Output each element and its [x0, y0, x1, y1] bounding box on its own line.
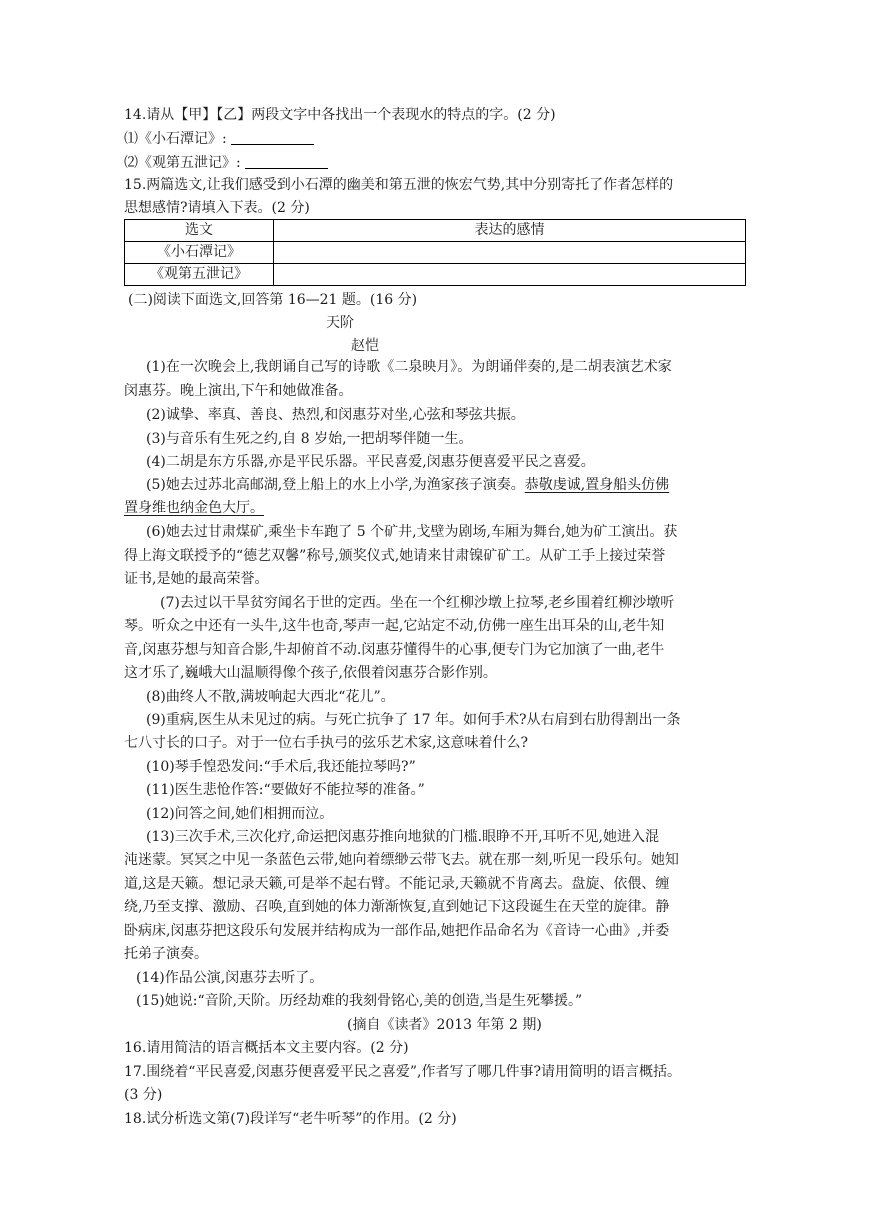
paragraph-15: (15)她说:“音阶,天阶。历经劫难的我刻骨铭心,美的创造,当是生死攀援。” [136, 993, 583, 1009]
paragraph-6-line-2: 得上海文联授予的“德艺双馨”称号,颁奖仪式,她请来甘肃镍矿矿工。从矿工手上接过荣誉 [124, 548, 666, 564]
paragraph-12: (12)问答之间,她们相拥而泣。 [146, 806, 334, 822]
table-cell: 《小石潭记》 [125, 242, 274, 264]
paragraph-10: (10)琴手惶恐发问:“手术后,我还能拉琴吗?” [146, 759, 416, 775]
paragraph-13-line-6: 托弟子演奏。 [124, 946, 208, 962]
table-answer-cell[interactable] [274, 264, 746, 286]
article-source: (摘自《读者》2013 年第 2 期) [347, 1017, 542, 1033]
paragraph-5-line-1 [146, 474, 746, 496]
paragraph-13-line-2: 沌迷蒙。冥冥之中见一条蓝色云带,她向着缥缈云带飞去。就在那一刻,听见一段乐句。她知 [124, 852, 679, 868]
paragraph-7-line-3: 音,闵惠芬想与知音合影,牛却俯首不动.闵惠芬懂得牛的心事,便专门为它加演了一曲,老牛 [124, 642, 665, 658]
table-header-row [125, 220, 746, 242]
article-title: 天阶 [326, 315, 354, 331]
table-header-cell: 选文 [125, 220, 274, 242]
paragraph-3: (3)与音乐有生死之约,自 8 岁始,一把胡琴伴随一生。 [146, 431, 473, 447]
paragraph-7-line-1: (7)去过以干旱贫穷闻名于世的定西。坐在一个红柳沙墩上拉琴,老乡围着红柳沙墩听 [160, 595, 675, 611]
emotion-table [124, 219, 746, 286]
paragraph-13-line-1: (13)三次手术,三次化疗,命运把闵惠芬推向地狱的门槛.眼睁不开,耳听不见,她进入混 [146, 829, 659, 845]
question-15-stem-line-2: 思想感情?请填入下表。(2 分) [124, 200, 310, 216]
paragraph-9-line-1: (9)重病,医生从未见过的病。与死亡抗争了 17 年。如何手术?从右肩到右肋得割出一条 [146, 712, 681, 728]
paragraph-9-line-2: 七八寸长的口子。对于一位右手执弓的弦乐艺术家,这意味着什么? [124, 735, 528, 751]
table-header-cell: 表达的感情 [274, 220, 746, 242]
paragraph-5-text: (5)她去过苏北高邮湖,登上船上的水上小学,为渔家孩子演奏。 [146, 477, 525, 493]
paragraph-4: (4)二胡是东方乐器,亦是平民乐器。平民喜爱,闵惠芬便喜爱平民之喜爱。 [146, 454, 595, 470]
underlined-sentence: 恭敬虔诚,置身船头仿佛 [524, 477, 670, 493]
question-18: 18.试分析选文第(7)段详写“老牛听琴”的作用。(2 分) [124, 1111, 457, 1127]
paragraph-1-line-1: (1)在一次晚会上,我朗诵自己写的诗歌《二泉映月》。为朗诵伴奏的,是二胡表演艺术家 [146, 359, 672, 375]
paragraph-1-line-2: 闵惠芬。晚上演出,下午和她做准备。 [124, 383, 353, 399]
paragraph-11: (11)医生悲怆作答:“要做好不能拉琴的准备。” [146, 782, 425, 798]
question-14-sub-1 [124, 128, 746, 150]
sub-1-label: ⑴《小石潭记》: [124, 131, 227, 147]
question-16: 16.请用简洁的语言概括本文主要内容。(2 分) [124, 1040, 409, 1056]
paragraph-14: (14)作品公演,闵惠芬去听了。 [136, 970, 324, 986]
article-author: 赵恺 [351, 338, 379, 354]
paragraph-13-line-4: 绕,乃至支撑、激励、召唤,直到她的体力渐渐恢复,直到她记下这段诞生在天堂的旋律。静 [124, 899, 670, 915]
paragraph-7-line-2: 琴。听众之中还有一头牛,这牛也奇,琴声一起,它站定不动,仿佛一座生出耳朵的山,老牛知 [124, 618, 665, 634]
sub-2-label: ⑵《观第五泄记》: [124, 155, 241, 171]
question-14-stem: 14.请从【甲】【乙】两段文字中各找出一个表现水的特点的字。(2 分) [124, 107, 556, 123]
question-17-line-2: (3 分) [124, 1087, 163, 1103]
paragraph-6-line-1: (6)她去过甘肃煤矿,乘坐卡车跑了 5 个矿井,戈壁为剧场,车厢为舞台,她为矿工演出。获 [146, 524, 678, 540]
question-14-sub-2 [124, 152, 746, 174]
table-answer-cell[interactable] [274, 242, 746, 264]
paragraph-8: (8)曲终人不散,满坡响起大西北“花儿”。 [146, 689, 395, 705]
underlined-sentence-end: 置身维也纳金色大厅。 [124, 500, 264, 516]
answer-blank-2[interactable] [245, 154, 328, 169]
question-15-stem-line-1: 15.两篇选文,让我们感受到小石潭的幽美和第五泄的恢宏气势,其中分别寄托了作者怎样的 [124, 177, 674, 193]
question-17-line-1: 17.围绕着“平民喜爱,闵惠芬便喜爱平民之喜爱”,作者写了哪几件事?请用简明的语言概括。 [124, 1064, 681, 1080]
answer-blank-1[interactable] [231, 130, 314, 145]
paragraph-7-line-4: 这才乐了,巍峨大山温顺得像个孩子,依偎着闵惠芬合影作别。 [124, 665, 497, 681]
paragraph-2: (2)诚挚、率真、善良、热烈,和闵惠芬对坐,心弦和琴弦共振。 [146, 407, 525, 423]
table-row [125, 242, 746, 264]
paragraph-13-line-5: 卧病床,闵惠芬把这段乐句发展并结构成为一部作品,她把作品命名为《音诗一心曲》,并委 [124, 923, 670, 939]
paragraph-5-line-2 [124, 497, 746, 519]
table-row [125, 264, 746, 286]
paragraph-13-line-3: 道,这是天籁。想记录天籁,可是举不起右臂。不能记录,天籁就不肯离去。盘旋、依偎、缠 [124, 876, 670, 892]
table-cell: 《观第五泄记》 [125, 264, 274, 286]
section-2-heading: (二)阅读下面选文,回答第 16—21 题。(16 分) [128, 292, 418, 308]
paragraph-6-line-3: 证书,是她的最高荣誉。 [124, 571, 269, 587]
